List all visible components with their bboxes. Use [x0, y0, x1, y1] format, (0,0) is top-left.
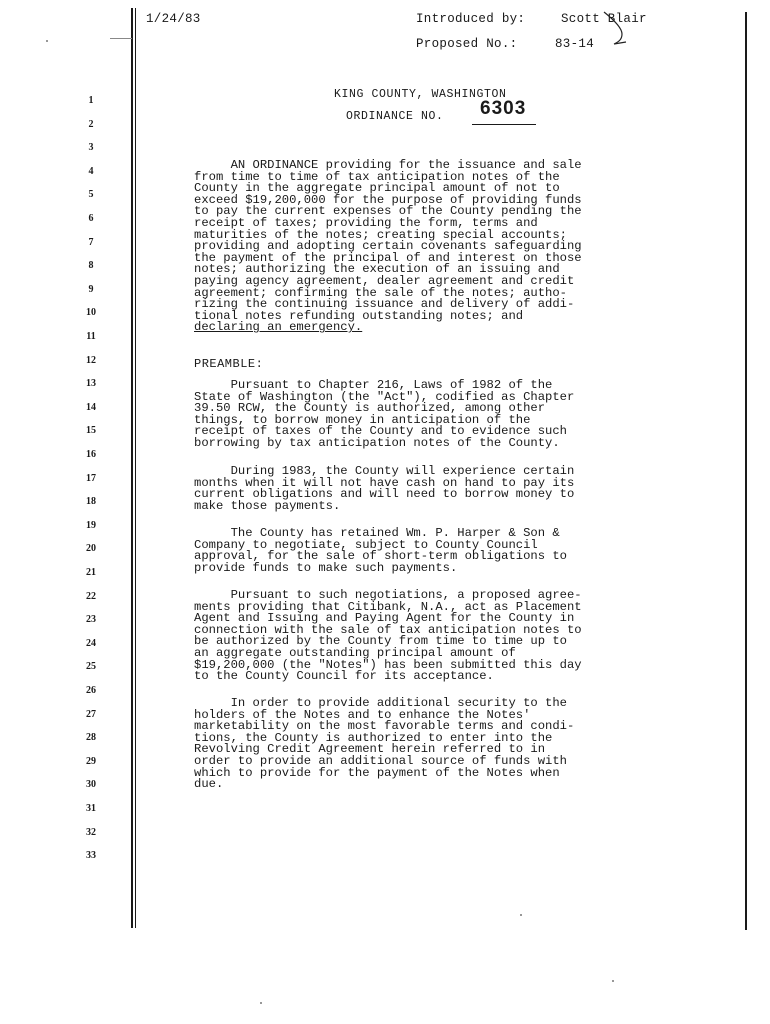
- line-number: 25: [86, 661, 96, 673]
- preamble-paragraph: [194, 590, 678, 683]
- text-line: receipt of taxes; providing the form, terms and: [194, 215, 538, 230]
- text-line: connection with the sale of tax anticipation notes to: [194, 622, 582, 637]
- line-number: 13: [86, 378, 96, 390]
- ordinance-label: ORDINANCE NO.: [346, 110, 444, 123]
- left-margin-rule-inner: [135, 8, 136, 928]
- line-number: 24: [86, 637, 96, 649]
- line-number: 11: [86, 331, 96, 342]
- handwritten-mark: [600, 8, 640, 50]
- text-line: $19,200,000 (the "Notes") has been submitted this day: [194, 657, 582, 672]
- line-number: 29: [86, 755, 96, 767]
- line-number: 16: [86, 449, 96, 460]
- text-line: an aggregate outstanding principal amount of: [194, 645, 516, 660]
- text-line: Agent and Issuing and Paying Agent for the County in: [194, 611, 575, 626]
- scan-speck: [612, 980, 614, 982]
- line-number: 23: [86, 614, 96, 626]
- introduced-by-label: Introduced by:: [416, 12, 526, 26]
- text-line: During 1983, the County will experience certain: [194, 464, 575, 478]
- line-number: 30: [86, 779, 96, 791]
- line-number: 31: [86, 803, 96, 814]
- text-line: ments providing that Citibank, N.A., act as Placement: [194, 599, 582, 614]
- text-line: County in the aggregate principal amount of not to: [194, 181, 560, 196]
- preamble-paragraph: [194, 528, 678, 574]
- text-line: declaring an emergency.: [194, 320, 363, 335]
- margin-tick: [110, 38, 132, 39]
- preamble-paragraph: [194, 698, 678, 791]
- text-line: exceed $19,200,000 for the purpose of providing funds: [194, 192, 582, 207]
- text-line: Company to negotiate, subject to County Council: [194, 537, 538, 552]
- text-line: tions, the County is authorized to enter into the: [194, 730, 553, 745]
- text-line: to pay the current expenses of the County pending the: [194, 204, 582, 219]
- text-line: AN ORDINANCE providing for the issuance and sale: [194, 158, 582, 172]
- preamble-paragraph: [194, 466, 678, 512]
- line-number: 4: [88, 165, 94, 177]
- text-line: 39.50 RCW, the County is authorized, among other: [194, 401, 546, 416]
- ordinance-number-underline: [472, 124, 536, 125]
- line-number: 12: [86, 354, 96, 366]
- text-line: months when it will not have cash on hand to pay its: [194, 475, 575, 490]
- line-number: 26: [86, 685, 96, 696]
- line-number: 32: [86, 826, 96, 838]
- line-number: 14: [86, 401, 96, 413]
- line-number: 18: [86, 496, 96, 508]
- ordinance-title-paragraph: [194, 160, 678, 334]
- text-line: Pursuant to such negotiations, a proposed agree-: [194, 588, 582, 602]
- line-number: 22: [86, 590, 96, 602]
- text-line: Pursuant to Chapter 216, Laws of 1982 of the: [194, 378, 553, 392]
- line-number: 1: [88, 95, 94, 106]
- text-line: make those payments.: [194, 498, 341, 513]
- county-heading: KING COUNTY, WASHINGTON: [334, 88, 507, 101]
- ordinance-number: 6303: [480, 98, 527, 119]
- line-number: 33: [86, 850, 96, 862]
- text-line: maturities of the notes; creating special accounts;: [194, 227, 567, 242]
- line-number: 2: [88, 118, 94, 130]
- text-line: due.: [194, 777, 224, 792]
- line-number: 21: [86, 567, 96, 578]
- document-date: 1/24/83: [146, 12, 201, 26]
- preamble-heading: PREAMBLE:: [194, 357, 264, 371]
- text-line: The County has retained Wm. P. Harper & Son &: [194, 526, 560, 540]
- text-line: receipt of taxes of the County and to evidence such: [194, 424, 567, 439]
- text-line: from time to time of tax anticipation notes of the: [194, 169, 560, 184]
- text-line: order to provide an additional source of funds with: [194, 753, 567, 768]
- line-number: 17: [86, 472, 96, 484]
- text-line: paying agency agreement, dealer agreement and credit: [194, 273, 575, 288]
- text-line: the payment of the principal of and interest on those: [194, 250, 582, 265]
- text-line: notes; authorizing the execution of an issuing and: [194, 262, 560, 277]
- text-line: be authorized by the County from time to time up to: [194, 634, 567, 649]
- line-number: 9: [88, 283, 94, 295]
- line-number: 28: [86, 732, 96, 744]
- line-number: 27: [86, 708, 96, 720]
- left-margin-rule: [131, 8, 133, 928]
- text-line: holders of the Notes and to enhance the Notes': [194, 707, 531, 722]
- introduced-by-name: Scott Blair: [561, 12, 647, 26]
- scan-speck: [260, 1002, 262, 1004]
- text-line: providing and adopting certain covenants safeguarding: [194, 239, 582, 254]
- right-margin-rule: [745, 12, 747, 930]
- text-line: approval, for the sale of short-term obligations to: [194, 549, 567, 564]
- line-number: 10: [86, 307, 96, 319]
- line-number: 19: [86, 519, 96, 531]
- line-number: 20: [86, 543, 96, 555]
- proposed-no-label: Proposed No.:: [416, 37, 518, 51]
- scan-speck: [46, 40, 48, 42]
- line-number: 8: [88, 260, 94, 272]
- text-line: to the County Council for its acceptance.: [194, 669, 494, 684]
- line-number: 15: [86, 425, 96, 437]
- proposed-no-value: 83-14: [555, 37, 595, 51]
- line-number: 3: [88, 142, 94, 154]
- line-number: 5: [88, 189, 94, 201]
- text-line: borrowing by tax anticipation notes of the County.: [194, 435, 560, 450]
- text-line: In order to provide additional security to the: [194, 696, 567, 710]
- line-number: 6: [88, 213, 94, 224]
- text-line: marketability on the most favorable terms and condi-: [194, 719, 575, 734]
- text-line: Revolving Credit Agreement herein referred to in: [194, 742, 546, 757]
- text-line: provide funds to make such payments.: [194, 560, 458, 575]
- text-line: rizing the continuing issuance and delivery of addi-: [194, 297, 575, 312]
- text-line: current obligations and will need to borrow money to: [194, 487, 575, 502]
- text-line: things, to borrow money in anticipation of the: [194, 412, 531, 427]
- preamble-paragraph: [194, 380, 678, 450]
- text-line: agreement; confirming the sale of the notes; autho-: [194, 285, 567, 300]
- text-line: which to provide for the payment of the Notes when: [194, 765, 560, 780]
- text-line: tional notes refunding outstanding notes; and: [194, 308, 524, 323]
- scan-speck: [520, 914, 522, 916]
- line-number: 7: [88, 236, 94, 248]
- text-line: State of Washington (the "Act"), codified as Chapter: [194, 389, 575, 404]
